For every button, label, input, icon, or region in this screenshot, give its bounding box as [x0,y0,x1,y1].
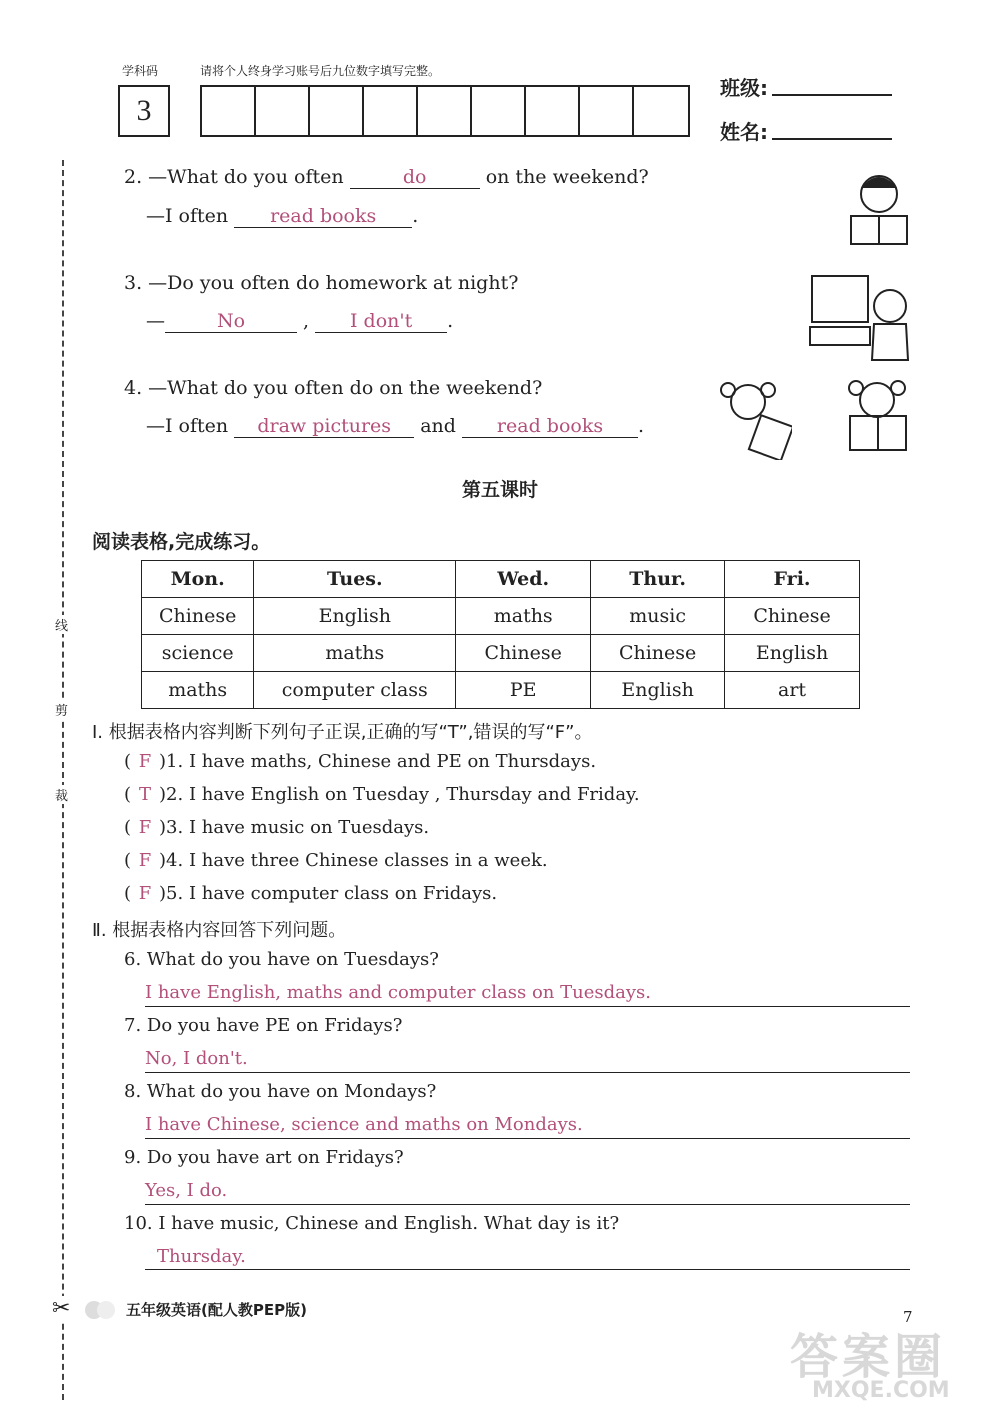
account-digit-boxes[interactable] [200,85,690,137]
dialogue-text: —I often [146,205,229,227]
dialogue-3-answer [146,310,453,333]
table-cell: English [591,672,725,709]
table-cell: English [725,635,860,672]
digit-box[interactable] [580,87,634,135]
digit-box[interactable] [364,87,418,135]
table-cell: Chinese [456,635,591,672]
dialogue-text: . [412,205,419,227]
subject-code-box: 3 [118,85,170,137]
dialogue-text: 2. —What do you often [124,166,344,188]
digit-box[interactable] [634,87,688,135]
table-cell: music [591,598,725,635]
answer-blank[interactable]: draw pictures [234,415,414,438]
watermark-logo: 答案圈 [790,1329,947,1385]
dialogue-text: . [638,415,645,437]
dialogue-4-question: 4. —What do you often do on the weekend? [124,377,543,399]
cut-label-crop: 裁 [55,785,68,804]
dialogue-2-question [124,166,649,189]
name-field[interactable] [772,116,892,140]
dialogue-text: — [146,310,165,332]
tf-text: )4. I have three Chinese classes in a week. [159,850,548,871]
answer-line[interactable]: No, I don't. [145,1048,910,1073]
dialogue-text: , [303,310,310,332]
part1-title: Ⅰ. 根据表格内容判断下列句子正误,正确的写“T”,错误的写“F”。 [92,722,593,743]
answer-blank[interactable]: read books [462,415,638,438]
column-header: Thur. [591,561,725,598]
tf-answer[interactable]: F [138,850,152,871]
tf-item: ( F )4. I have three Chinese classes in a week. [124,850,548,871]
girl-reading-illustration [842,376,912,462]
answer-blank[interactable]: read books [234,205,412,228]
digit-box[interactable] [256,87,310,135]
table-cell: art [725,672,860,709]
dialogue-3-question: 3. —Do you often do homework at night? [124,272,519,294]
tf-answer[interactable]: F [138,751,152,772]
answer-blank[interactable]: do [350,166,480,189]
footer-decoration-icon [82,1298,118,1322]
question-text: 9. Do you have art on Fridays? [124,1147,404,1168]
boy-reading-illustration [843,166,915,248]
child-at-computer-illustration [808,272,914,364]
question-text: 6. What do you have on Tuesdays? [124,949,439,970]
girl-drawing-illustration [718,376,792,460]
column-header: Wed. [456,561,591,598]
scissors-icon: ✂ [52,1296,71,1321]
answer-line[interactable]: I have English, maths and computer class on Tuesdays. [145,982,910,1007]
digit-box[interactable] [202,87,256,135]
question-text: 8. What do you have on Mondays? [124,1081,437,1102]
question-text: 7. Do you have PE on Fridays? [124,1015,403,1036]
digit-box[interactable] [310,87,364,135]
table-row [142,672,860,709]
book-title: 五年级英语(配人教PEP版) [126,1301,307,1319]
table-cell: maths [142,672,254,709]
table-cell: maths [254,635,456,672]
tf-answer[interactable]: T [139,784,152,805]
question-text: 10. I have music, Chinese and English. What day is it? [124,1213,620,1234]
dialogue-4-answer [146,415,644,438]
page-number: 7 [903,1308,913,1326]
table-cell: maths [456,598,591,635]
lesson-title: 第五课时 [461,479,538,501]
table-row [142,635,860,672]
class-field[interactable] [772,72,892,96]
tf-item: ( F )1. I have maths, Chinese and PE on Thursdays. [124,751,597,772]
column-header: Fri. [725,561,860,598]
column-header: Mon. [142,561,254,598]
table-cell: PE [456,672,591,709]
answer-line[interactable]: Yes, I do. [145,1180,910,1205]
answer-line[interactable]: I have Chinese, science and maths on Mondays. [145,1114,910,1139]
dialogue-text: . [447,310,454,332]
dialogue-text: —I often [146,415,229,437]
cut-label-line: 线 [55,615,68,634]
table-cell: Chinese [591,635,725,672]
tf-text: )1. I have maths, Chinese and PE on Thursdays. [159,751,597,772]
dialogue-text: and [420,415,456,437]
name-label: 姓名: [720,120,768,144]
cut-label-cut: 剪 [55,700,68,719]
cut-line [62,160,64,1400]
answer-blank[interactable]: I don't [315,310,447,333]
answer-line[interactable]: Thursday. [145,1246,910,1270]
part2-title: Ⅱ. 根据表格内容回答下列问题。 [92,920,347,941]
table-header-row [142,561,860,598]
watermark-url: MXQE.COM [812,1378,950,1403]
digit-box[interactable] [418,87,472,135]
table-cell: science [142,635,254,672]
tf-text: )5. I have computer class on Fridays. [159,883,498,904]
digit-box[interactable] [526,87,580,135]
class-label: 班级: [720,76,768,100]
tf-answer[interactable]: F [138,883,152,904]
column-header: Tues. [254,561,456,598]
dialogue-text: on the weekend? [485,166,649,188]
tf-item: ( T )2. I have English on Tuesday , Thursday and Friday. [124,784,640,805]
reading-instruction: 阅读表格,完成练习。 [92,531,271,553]
timetable [141,560,860,709]
subject-code-label: 学科码 [122,64,159,78]
dialogue-2-answer [146,205,418,228]
digit-box[interactable] [472,87,526,135]
table-cell: English [254,598,456,635]
tf-item: ( F )3. I have music on Tuesdays. [124,817,430,838]
table-cell: computer class [254,672,456,709]
table-cell: Chinese [725,598,860,635]
tf-text: )3. I have music on Tuesdays. [159,817,430,838]
instruction-text: 请将个人终身学习账号后九位数字填写完整。 [200,64,441,78]
answer-blank[interactable]: No [165,310,297,333]
tf-answer[interactable]: F [138,817,152,838]
table-cell: Chinese [142,598,254,635]
table-row [142,598,860,635]
tf-item: ( F )5. I have computer class on Fridays. [124,883,498,904]
tf-text: )2. I have English on Tuesday , Thursday and Friday. [159,784,640,805]
